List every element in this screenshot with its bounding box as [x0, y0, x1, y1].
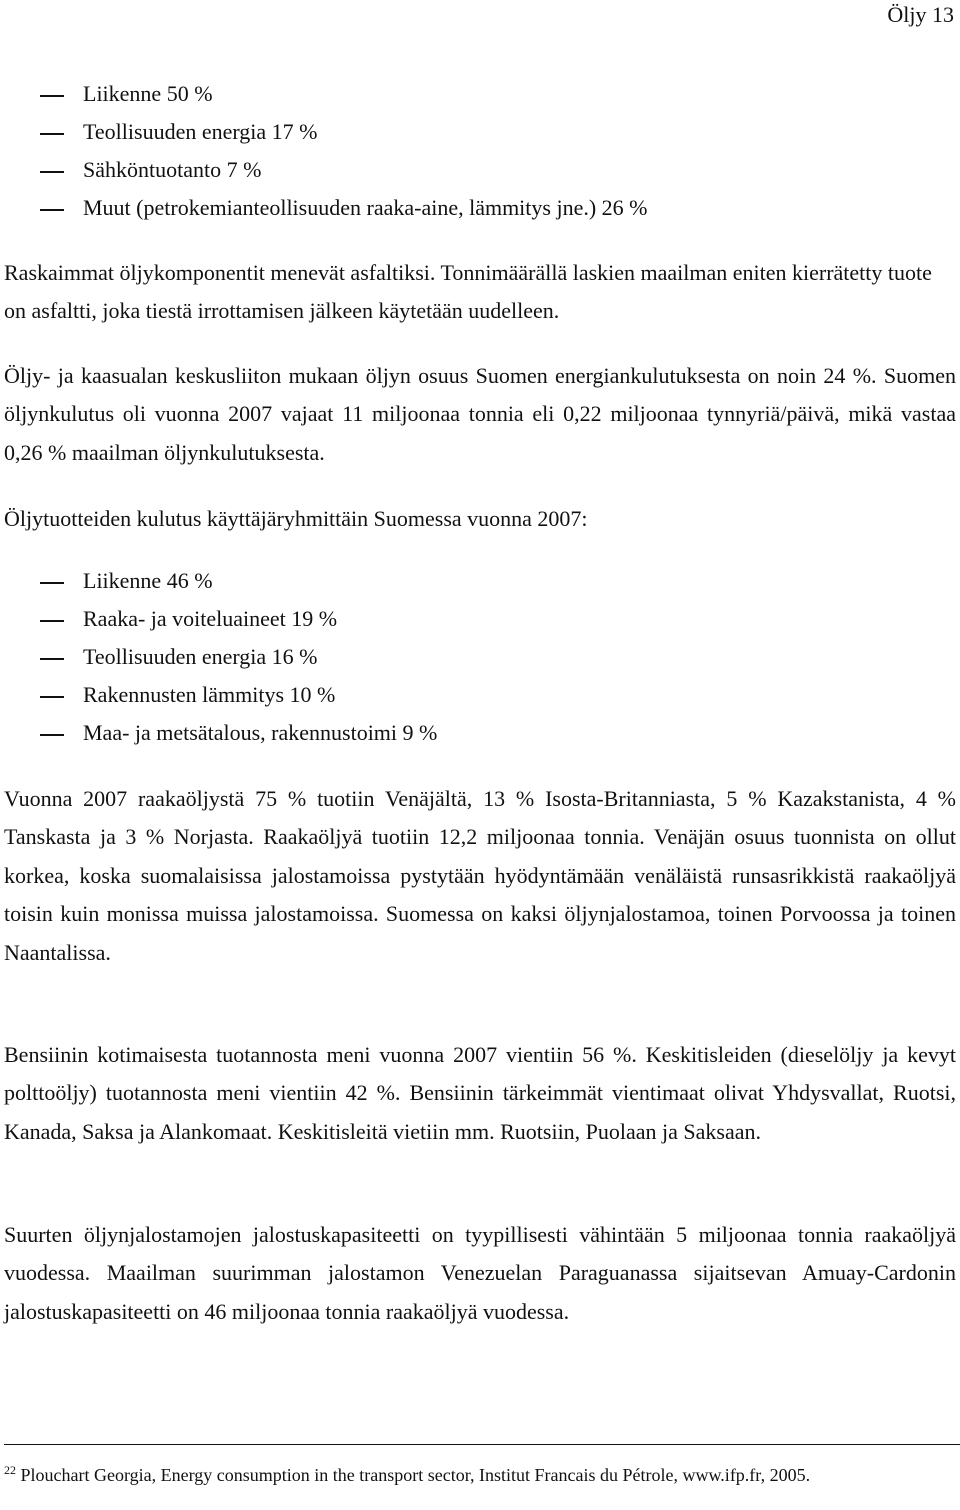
list-item-text: Raaka- ja voiteluaineet 19 % [83, 606, 338, 631]
footnote [4, 1458, 956, 1487]
list-item-text: Teollisuuden energia 17 % [83, 119, 318, 144]
running-header: Öljy 13 [887, 2, 954, 27]
paragraph-exports: Bensiinin kotimaisesta tuotannosta meni vuonna 2007 vientiin 56 %. Keskitisleiden (dieselöljy ja kevyt polttoöljy) tuotannosta meni vientiin 42 %. Bensiinin tärkeimmät vientimaat olivat Yhdysvallat, Ruotsi, Kanada, Saksa ja Alankomaat. Keskitisleitä vietiin mm. Ruotsiin, Puolaan ja Saksaan. [4, 1042, 956, 1144]
list-item-text: Sähköntuotanto 7 % [83, 157, 262, 182]
list-item [0, 718, 960, 756]
list-item [0, 604, 960, 642]
list-item-text: Liikenne 46 % [83, 568, 213, 593]
paragraph-crude-imports: Vuonna 2007 raakaöljystä 75 % tuotiin Venäjältä, 13 % Isosta-Britanniasta, 5 % Kazakstanista, 4 % Tanskasta ja 3 % Norjasta. Raakaöljyä tuotiin 12,2 miljoonaa tonnia. Venäjän osuus tuonnista on ollut korkea, koska suomalaisissa jalostamoissa pystytään hyödyntämään venäläistä runsasrikkistä raakaöljyä toisin kuin monissa muissa jalostamoissa. Suomessa on kaksi öljynjalostamoa, toinen Porvoossa ja toinen Naantalissa. [4, 786, 956, 965]
dash-bullet [40, 734, 64, 736]
dash-bullet [40, 95, 64, 97]
list-item [0, 193, 960, 231]
list-item [0, 566, 960, 604]
user-group-list [0, 566, 960, 756]
sector-share-list [0, 79, 960, 231]
dash-bullet [40, 133, 64, 135]
paragraph-asphalt: Raskaimmat öljykomponentit menevät asfaltiksi. Tonnimäärällä laskien maailman eniten kierrätetty tuote on asfaltti, joka tiestä irrottamisen jälkeen käytetään uudelleen. [4, 260, 932, 324]
list-item-text: Muut (petrokemianteollisuuden raaka-aine, lämmitys jne.) 26 % [83, 195, 648, 220]
dash-bullet [40, 209, 64, 211]
list-item-text: Teollisuuden energia 16 % [83, 644, 318, 669]
list-item [0, 642, 960, 680]
dash-bullet [40, 696, 64, 698]
paragraph-oil-share: Öljy- ja kaasualan keskusliiton mukaan öljyn osuus Suomen energiankulutuksesta on noin 24 %. Suomen öljynkulutus oli vuonna 2007 vajaat 11 miljoonaa tonnia eli 0,22 miljoonaa tynnyriä/päivä, mikä vastaa 0,26 % maailman öljynkulutuksesta. [4, 363, 956, 465]
dash-bullet [40, 582, 64, 584]
dash-bullet [40, 620, 64, 622]
paragraph-consumption-intro: Öljytuotteiden kulutus käyttäjäryhmittäin Suomessa vuonna 2007: [4, 506, 588, 531]
dash-bullet [40, 171, 64, 173]
list-item-text: Maa- ja metsätalous, rakennustoimi 9 % [83, 720, 438, 745]
list-item [0, 117, 960, 155]
footnote-text: Plouchart Georgia, Energy consumption in the transport sector, Institut Francais du Pétrole, www.ifp.fr, 2005. [16, 1465, 811, 1485]
list-item [0, 79, 960, 117]
list-item [0, 155, 960, 193]
footnote-divider [4, 1444, 960, 1445]
list-item [0, 680, 960, 718]
list-item-text: Rakennusten lämmitys 10 % [83, 682, 336, 707]
paragraph-refinery-capacity: Suurten öljynjalostamojen jalostuskapasiteetti on tyypillisesti vähintään 5 miljoonaa tonnia raakaöljyä vuodessa. Maailman suurimman jalostamon Venezuelan Paraguanassa sijaitsevan Amuay-Cardonin jalostuskapasiteetti on 46 miljoonaa tonnia raakaöljyä vuodessa. [4, 1222, 956, 1324]
dash-bullet [40, 658, 64, 660]
footnote-number: 22 [4, 1463, 16, 1477]
list-item-text: Liikenne 50 % [83, 81, 213, 106]
